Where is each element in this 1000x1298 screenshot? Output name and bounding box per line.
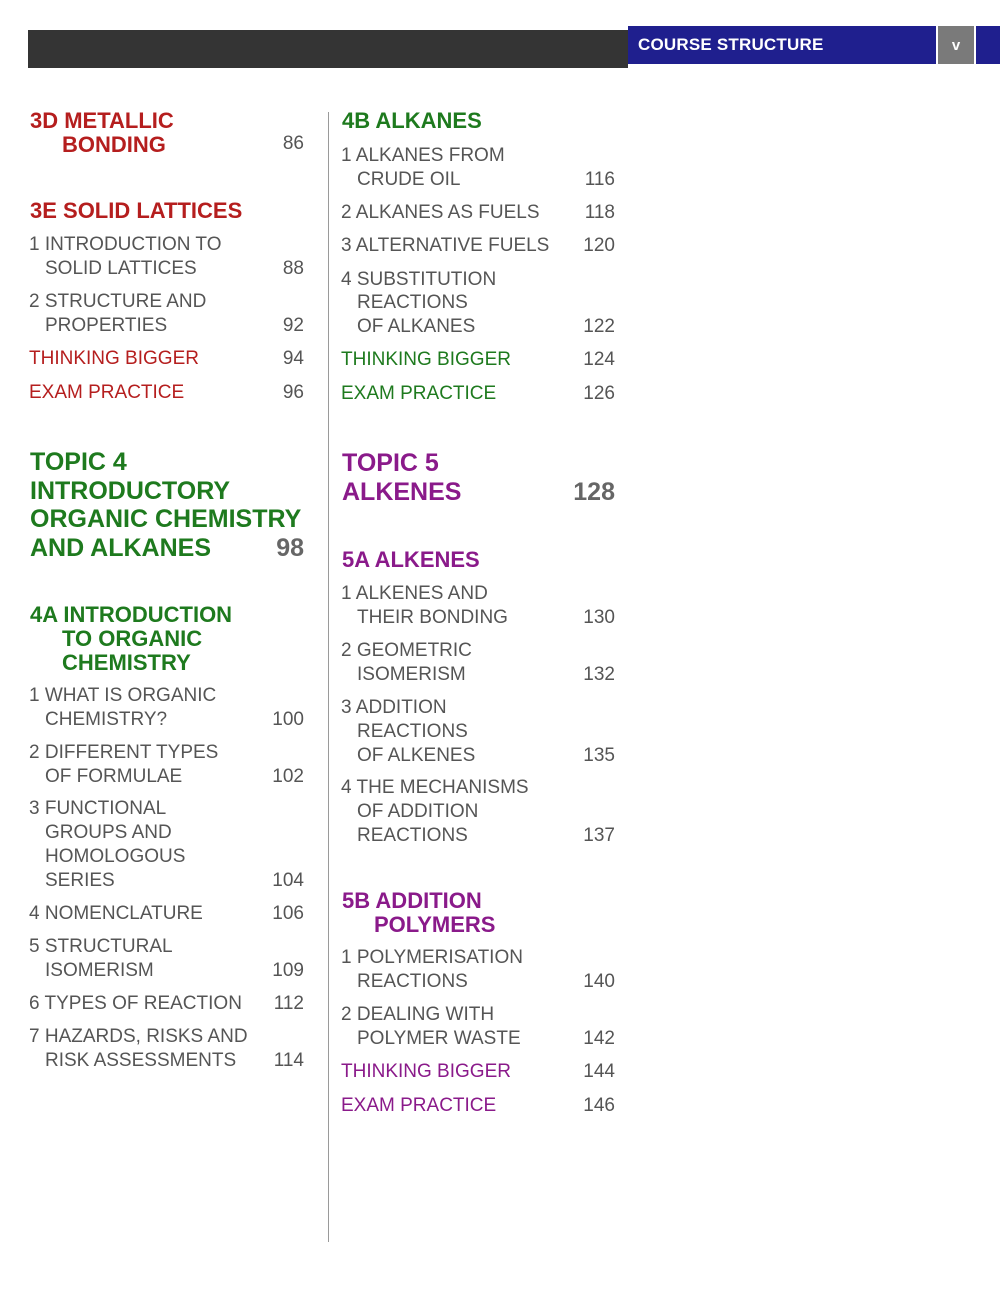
topic-5-heading-line2[interactable]: ALKENES xyxy=(342,478,462,506)
entry-4a-1-page: 100 xyxy=(272,709,304,730)
entry-5b-1[interactable]: 1 POLYMERISATION xyxy=(341,947,523,968)
entry-4a-2[interactable]: 2 DIFFERENT TYPES xyxy=(29,742,219,763)
section-4a-title-line2[interactable]: TO ORGANIC xyxy=(62,626,203,651)
entry-4a-3-page: 104 xyxy=(272,870,304,891)
section-5a-title[interactable]: 5A ALKENES xyxy=(342,547,480,572)
entry-3e-2-page: 92 xyxy=(282,315,304,336)
entry-5b-1-line2[interactable]: REACTIONS xyxy=(357,971,468,992)
entry-4b-1-page: 116 xyxy=(584,169,615,190)
column-divider xyxy=(328,112,329,1242)
entry-5a-2-page: 132 xyxy=(583,664,615,685)
entry-4a-6[interactable]: 6 TYPES OF REACTION xyxy=(29,993,242,1014)
section-4a-title[interactable]: 4A INTRODUCTION xyxy=(30,602,233,627)
entry-4b-1[interactable]: 1 ALKANES FROM xyxy=(341,145,505,166)
exam-practice-4-page: 126 xyxy=(583,383,615,404)
entry-5a-3-page: 135 xyxy=(583,745,615,766)
entry-4a-1[interactable]: 1 WHAT IS ORGANIC xyxy=(29,685,217,706)
section-3e-title[interactable]: 3E SOLID LATTICES xyxy=(30,198,243,223)
entry-5a-4[interactable]: 4 THE MECHANISMS xyxy=(341,777,529,798)
thinking-bigger-4[interactable]: THINKING BIGGER xyxy=(341,349,511,370)
entry-5a-2[interactable]: 2 GEOMETRIC xyxy=(341,640,472,661)
entry-4a-5-line2[interactable]: ISOMERISM xyxy=(45,960,154,981)
entry-5a-4-page: 137 xyxy=(583,825,615,846)
entry-3e-1-page: 88 xyxy=(282,258,304,279)
entry-5a-4-line3[interactable]: REACTIONS xyxy=(357,825,468,846)
entry-4b-2-page: 118 xyxy=(584,202,615,223)
entry-5a-3-line3[interactable]: OF ALKENES xyxy=(357,745,476,766)
topic-5-page: 128 xyxy=(573,478,615,506)
section-5b-title[interactable]: 5B ADDITION xyxy=(342,888,482,913)
exam-practice-5[interactable]: EXAM PRACTICE xyxy=(341,1095,497,1116)
topic-4-heading-line4[interactable]: AND ALKANES xyxy=(30,534,212,562)
section-5b-title-line2[interactable]: POLYMERS xyxy=(374,912,496,937)
section-3d-title[interactable]: 3D METALLIC xyxy=(30,108,174,133)
thinking-bigger-5[interactable]: THINKING BIGGER xyxy=(341,1061,511,1082)
entry-4b-1-line2[interactable]: CRUDE OIL xyxy=(357,169,461,190)
section-3d-title-line2[interactable]: BONDING xyxy=(62,132,166,157)
exam-practice-3[interactable]: EXAM PRACTICE xyxy=(29,382,185,403)
entry-4a-3-line3[interactable]: HOMOLOGOUS xyxy=(45,846,186,867)
entry-5a-2-line2[interactable]: ISOMERISM xyxy=(357,664,466,685)
topic-4-page: 98 xyxy=(276,534,304,562)
entry-3e-1-line2[interactable]: SOLID LATTICES xyxy=(45,258,197,279)
topic-4-heading-line3[interactable]: ORGANIC CHEMISTRY xyxy=(30,505,302,533)
entry-5a-4-line2[interactable]: OF ADDITION xyxy=(357,801,479,822)
entry-4a-3-line4[interactable]: SERIES xyxy=(45,870,115,891)
entry-4a-7-line2[interactable]: RISK ASSESSMENTS xyxy=(45,1050,237,1071)
exam-practice-4[interactable]: EXAM PRACTICE xyxy=(341,383,497,404)
entry-4b-4-page: 122 xyxy=(583,316,615,337)
entry-4a-2-line2[interactable]: OF FORMULAE xyxy=(45,766,183,787)
section-3d-page: 86 xyxy=(282,133,304,154)
entry-5b-2-line2[interactable]: POLYMER WASTE xyxy=(357,1028,521,1049)
entry-4a-4-page: 106 xyxy=(272,903,304,924)
entry-4a-5[interactable]: 5 STRUCTURAL xyxy=(29,936,173,957)
thinking-bigger-3-page: 94 xyxy=(282,348,304,369)
entry-5b-1-page: 140 xyxy=(583,971,615,992)
topic-4-heading-line2[interactable]: INTRODUCTORY xyxy=(30,477,230,505)
entry-3e-2-line2[interactable]: PROPERTIES xyxy=(45,315,168,336)
header-dark-bar xyxy=(28,30,628,68)
entry-4a-7-page: 114 xyxy=(273,1050,304,1071)
topic-5-heading[interactable]: TOPIC 5 xyxy=(342,449,439,477)
section-4a-title-line3[interactable]: CHEMISTRY xyxy=(62,650,191,675)
section-4b-title[interactable]: 4B ALKANES xyxy=(342,108,482,133)
entry-4a-1-line2[interactable]: CHEMISTRY? xyxy=(45,709,168,730)
entry-4b-4-line3[interactable]: OF ALKANES xyxy=(357,316,476,337)
header-edge-bar xyxy=(976,26,1000,64)
entry-4b-3-page: 120 xyxy=(583,235,615,256)
entry-5a-1-page: 130 xyxy=(583,607,615,628)
entry-5a-1-line2[interactable]: THEIR BONDING xyxy=(357,607,508,628)
entry-5a-3[interactable]: 3 ADDITION xyxy=(341,697,447,718)
entry-3e-2[interactable]: 2 STRUCTURE AND xyxy=(29,291,207,312)
header-page-number: v xyxy=(938,26,974,64)
entry-4a-7[interactable]: 7 HAZARDS, RISKS AND xyxy=(29,1026,248,1047)
thinking-bigger-3[interactable]: THINKING BIGGER xyxy=(29,348,199,369)
entry-5b-2[interactable]: 2 DEALING WITH xyxy=(341,1004,495,1025)
entry-4a-6-page: 112 xyxy=(273,993,304,1014)
exam-practice-5-page: 146 xyxy=(583,1095,615,1116)
entry-5b-2-page: 142 xyxy=(583,1028,615,1049)
entry-4b-4[interactable]: 4 SUBSTITUTION xyxy=(341,269,497,290)
entry-4b-3[interactable]: 3 ALTERNATIVE FUELS xyxy=(341,235,550,256)
entry-4a-4[interactable]: 4 NOMENCLATURE xyxy=(29,903,203,924)
thinking-bigger-4-page: 124 xyxy=(583,349,615,370)
topic-4-heading[interactable]: TOPIC 4 xyxy=(30,448,127,476)
exam-practice-3-page: 96 xyxy=(282,382,304,403)
entry-4b-2[interactable]: 2 ALKANES AS FUELS xyxy=(341,202,540,223)
entry-4a-5-page: 109 xyxy=(272,960,304,981)
entry-3e-1[interactable]: 1 INTRODUCTION TO xyxy=(29,234,222,255)
thinking-bigger-5-page: 144 xyxy=(583,1061,615,1082)
entry-4a-3[interactable]: 3 FUNCTIONAL xyxy=(29,798,167,819)
entry-5a-3-line2[interactable]: REACTIONS xyxy=(357,721,468,742)
entry-4b-4-line2[interactable]: REACTIONS xyxy=(357,292,468,313)
entry-4a-2-page: 102 xyxy=(272,766,304,787)
entry-4a-3-line2[interactable]: GROUPS AND xyxy=(45,822,172,843)
header-section-title: COURSE STRUCTURE xyxy=(628,26,936,64)
entry-5a-1[interactable]: 1 ALKENES AND xyxy=(341,583,488,604)
